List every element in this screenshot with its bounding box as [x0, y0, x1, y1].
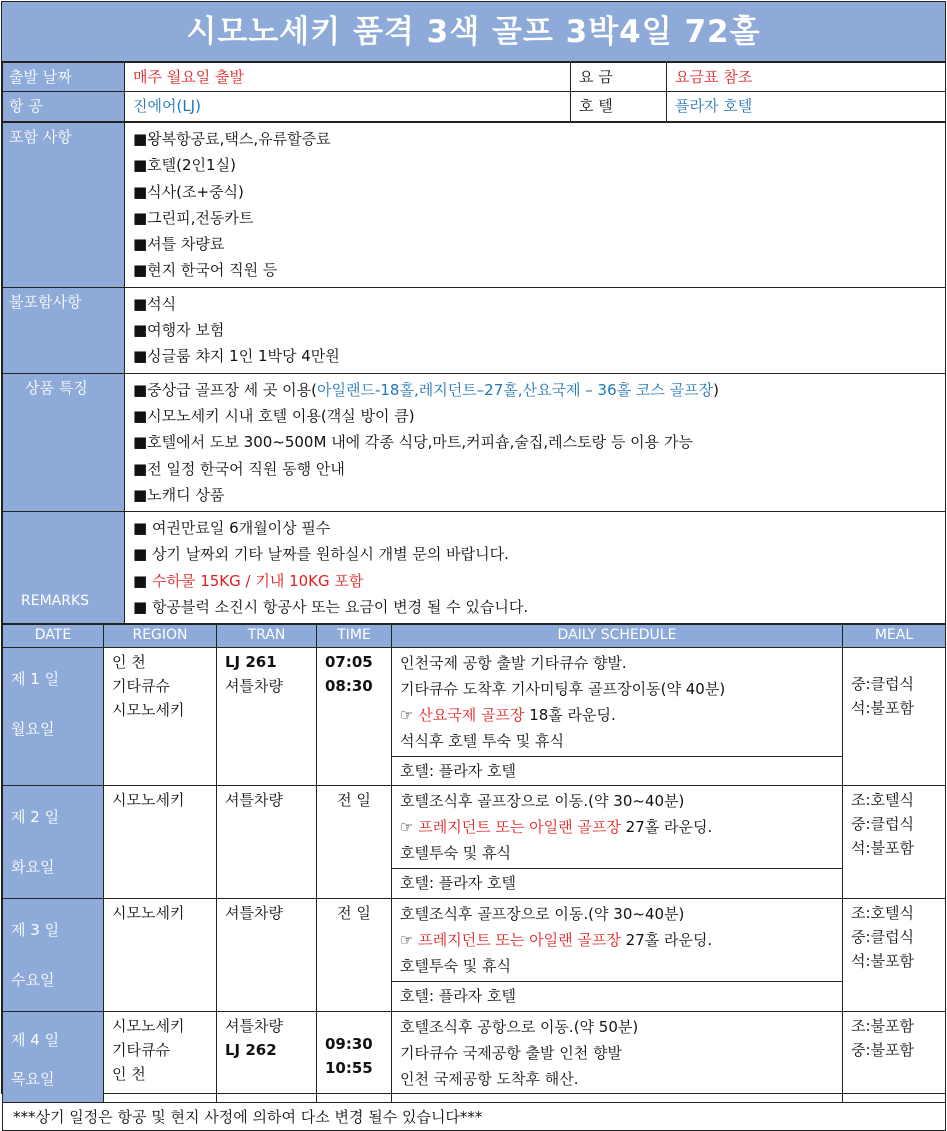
- tran-cell: LJ 261 셔틀차량: [217, 648, 317, 786]
- remarks-item: ■ 수하물 15KG / 기내 10KG 포함: [133, 571, 364, 590]
- hotel-value: 플라자 호텔: [667, 92, 946, 122]
- golf-course: 산요국제 골프장: [418, 706, 525, 725]
- includes-item: ■왕복항공료,택스,유류할증료: [133, 130, 331, 148]
- course-names: 아일랜드-18홀,레지던트–27홀,산요국제 – 36홀 코스 골프장: [317, 380, 714, 399]
- features-list: [125, 373, 946, 511]
- day-label: 제 3 일 수요일: [3, 899, 104, 1012]
- details-table: [2, 122, 946, 624]
- header-tran: TRAN: [217, 625, 317, 648]
- region-cell: 시모노세키 기타큐슈 인 천: [104, 1012, 217, 1103]
- excludes-list: [125, 287, 946, 373]
- includes-item: ■현지 한국어 직원 등: [133, 261, 278, 280]
- time-cell: 전 일: [317, 786, 392, 899]
- schedule-cell: 인천국제 공항 출발 기타큐슈 향발. 기타큐슈 도착후 기사미팅후 골프장이동(약 40분) ☞ 산요국제 골프장 18홀 라운딩. 석식후 호텔 투숙 및 휴식 호텔: 플라자 호텔: [392, 648, 843, 786]
- day-label: 제 1 일 월요일: [3, 648, 104, 786]
- footer-note: ***상기 일정은 항공 및 현지 사정에 의하여 다소 변경 될수 있습니다***: [3, 1103, 946, 1131]
- header-region: REGION: [104, 625, 217, 648]
- meal-cell: 조:호텔식 중:클럽식 석:불포함: [843, 899, 946, 1012]
- time-cell: 07:05 08:30: [317, 648, 392, 786]
- day-row: [3, 786, 946, 899]
- excludes-item: ■여행자 보험: [133, 321, 225, 340]
- baggage-note: 수하물 15KG / 기내 10KG 포함: [151, 571, 364, 590]
- golf-course: 프레지던트 또는 아일랜 골프장: [418, 931, 621, 950]
- schedule-header-row: [3, 625, 946, 648]
- features-item: ■호텔에서 도보 300~500M 내에 각종 식당,마트,커피숍,술집,레스토랑 등 이용 가능: [133, 433, 693, 452]
- day-label: 제 2 일 화요일: [3, 786, 104, 899]
- airline-label: 항 공: [3, 92, 125, 122]
- airline-value: 진에어(LJ): [125, 92, 571, 122]
- excludes-item: ■싱글룸 챠지 1인 1박당 4만원: [133, 347, 340, 366]
- day-label: 제 4 일 목요일: [3, 1012, 104, 1103]
- hotel-line: 호텔: 플라자 호텔: [392, 868, 842, 897]
- remarks-item: ■ 여권만료일 6개월이상 필수: [133, 519, 331, 538]
- document-title: 시모노세키 품격 3색 골프 3박4일 72홀: [2, 2, 945, 62]
- region-cell: 시모노세키: [104, 899, 217, 1012]
- day-row: [3, 1012, 946, 1103]
- includes-item: ■식사(조+중식): [133, 182, 244, 201]
- excludes-label: 불포함사항: [3, 287, 125, 373]
- itinerary-document: [1, 1, 946, 1127]
- header-meal: MEAL: [843, 625, 946, 648]
- header-schedule: DAILY SCHEDULE: [392, 625, 843, 648]
- departure-label: 출발 날짜: [3, 63, 125, 92]
- price-value: 요금표 참조: [667, 63, 946, 92]
- tran-cell: 셔틀차량: [217, 786, 317, 899]
- meal-cell: 조:호텔식 중:클럽식 석:불포함: [843, 786, 946, 899]
- includes-label: 포함 사항: [3, 123, 125, 288]
- remarks-label: REMARKS: [3, 512, 125, 624]
- features-item: ■시모노세키 시내 호텔 이용(객실 방이 큼): [133, 406, 415, 425]
- includes-item: ■셔틀 차량료: [133, 235, 225, 254]
- meal-cell: 중:클럽식 석:불포함: [843, 648, 946, 786]
- hotel-label: 호 텔: [571, 92, 667, 122]
- time-cell: 전 일: [317, 899, 392, 1012]
- features-item: ■노캐디 상품: [133, 485, 225, 504]
- includes-list: [125, 123, 946, 288]
- includes-item: ■호텔(2인1실): [133, 156, 236, 175]
- hotel-line: 호텔: 플라자 호텔: [392, 756, 842, 785]
- region-cell: 시모노세키: [104, 786, 217, 899]
- day-row: [3, 899, 946, 1012]
- remarks-item: ■ 항공블럭 소진시 항공사 또는 요금이 변경 될 수 있습니다.: [133, 598, 529, 617]
- info-table: [2, 62, 946, 122]
- header-time: TIME: [317, 625, 392, 648]
- meal-cell: 조:불포함 중:불포함: [843, 1012, 946, 1103]
- price-label: 요 금: [571, 63, 667, 92]
- tran-cell: 셔틀차량: [217, 899, 317, 1012]
- schedule-table: [2, 624, 946, 1131]
- features-label: 상품 특징: [3, 373, 125, 511]
- day-row: [3, 648, 946, 786]
- time-cell: 09:30 10:55: [317, 1012, 392, 1103]
- remarks-item: ■ 상기 날짜외 기타 날짜를 원하실시 개별 문의 바랍니다.: [133, 545, 509, 564]
- departure-value: 매주 월요일 출발: [125, 63, 571, 92]
- region-cell: 인 천 기타큐슈 시모노세키: [104, 648, 217, 786]
- remarks-list: [125, 512, 946, 624]
- features-item: ■전 일정 한국어 직원 동행 안내: [133, 459, 345, 478]
- includes-item: ■그린피,전동카트: [133, 208, 254, 227]
- golf-course: 프레지던트 또는 아일랜 골프장: [418, 818, 621, 837]
- schedule-cell: 호텔조식후 골프장으로 이동.(약 30~40분) ☞ 프레지던트 또는 아일랜 골프장 27홀 라운딩. 호텔투숙 및 휴식 호텔: 플라자 호텔: [392, 786, 843, 899]
- header-date: DATE: [3, 625, 104, 648]
- features-item: ■중상급 골프장 세 곳 이용(아일랜드-18홀,레지던트–27홀,산요국제 – 36홀 코스 골프장): [133, 380, 719, 399]
- excludes-item: ■석식: [133, 294, 177, 313]
- schedule-cell: 호텔조식후 공항으로 이동.(약 50분) 기타큐슈 국제공항 출발 인천 향발 인천 국제공항 도착후 해산.: [392, 1012, 843, 1103]
- hotel-line: 호텔: 플라자 호텔: [392, 981, 842, 1010]
- schedule-cell: 호텔조식후 골프장으로 이동.(약 30~40분) ☞ 프레지던트 또는 아일랜 골프장 27홀 라운딩. 호텔투숙 및 휴식 호텔: 플라자 호텔: [392, 899, 843, 1012]
- tran-cell: 셔틀차량 LJ 262: [217, 1012, 317, 1103]
